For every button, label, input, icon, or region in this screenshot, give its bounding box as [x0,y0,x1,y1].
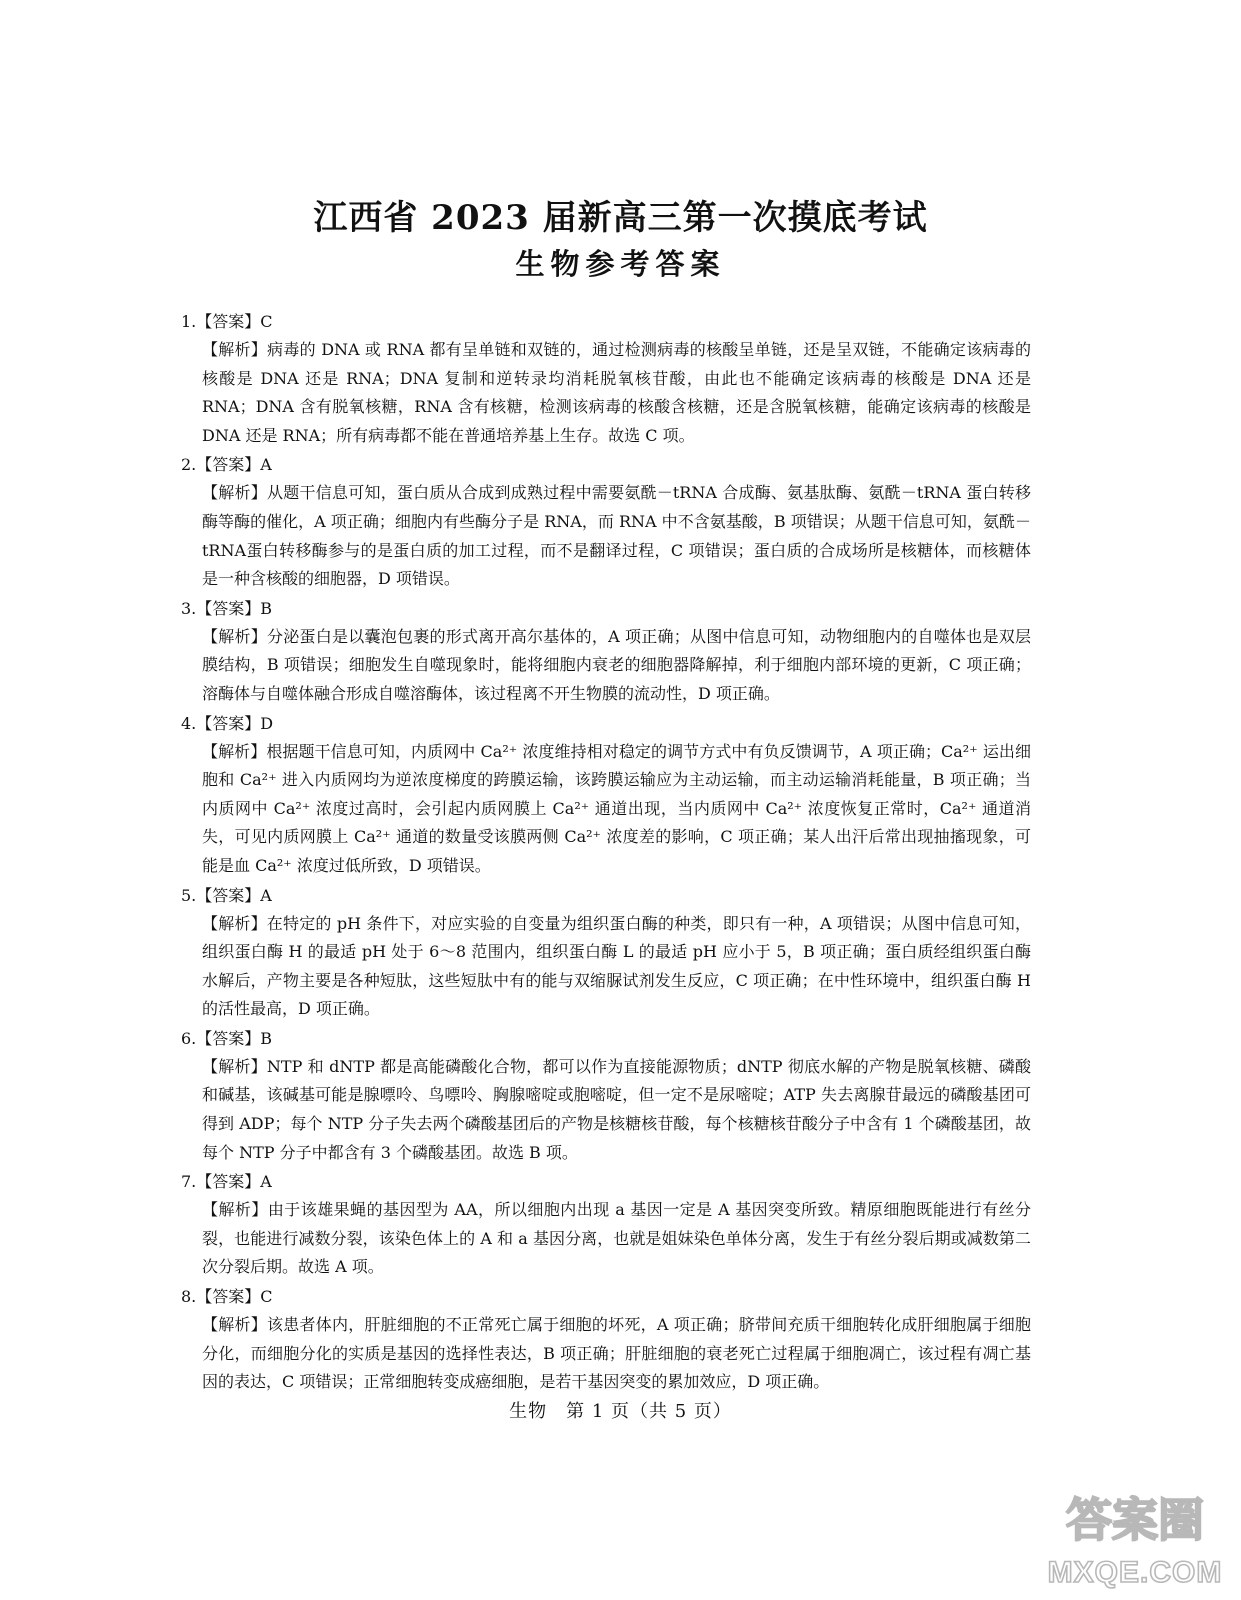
explanation: 【解析】NTP 和 dNTP 都是高能磷酸化合物，都可以作为直接能源物质；dNTP 彻底水解的产物是脱氧核糖、磷酸和碱基，该碱基可能是腺嘌呤、鸟嘌呤、胸腺嘧啶或胞嘧啶，但一定不是尿嘧啶；ATP 失去离腺苷最远的磷酸基团可得到 ADP；每个 NTP 分子失去两个磷酸基团后的产物是核糖核苷酸，每个核糖核苷酸分子中含有 1 个磷酸基团，故每个 NTP 分子中都含有 3 个磷酸基团。故选 B 项。 [202,1056,1031,1162]
question-1 [181,308,1031,450]
page-title: 江西省 2023 届新高三第一次摸底考试 [313,198,928,238]
watermark-logo [1040,1478,1230,1593]
question-5 [181,882,1031,1024]
watermark-site-text: MXQE.COM [1047,1556,1223,1589]
answer-line: 4.【答案】D [181,713,274,733]
answer-line: 8.【答案】C [181,1287,273,1307]
answer-line: 2.【答案】A [181,455,272,475]
page-subtitle: 生物参考答案 [515,247,726,281]
answer-line: 6.【答案】B [181,1028,273,1048]
explanation: 【解析】分泌蛋白是以囊泡包裹的形式离开高尔基体的，A 项正确；从图中信息可知，动物细胞内的自噬体也是双层膜结构，B 项错误；细胞发生自噬现象时，能将细胞内衰老的细胞器降解掉，利于细胞内部环境的更新，C 项正确；溶酶体与自噬体融合形成自噬溶酶体，该过程离不开生物膜的流动性，D 项正确。 [202,626,1031,703]
answer-line: 7.【答案】A [181,1172,272,1192]
explanation: 【解析】在特定的 pH 条件下，对应实验的自变量为组织蛋白酶的种类，即只有一种，A 项错误；从图中信息可知，组织蛋白酶 H 的最适 pH 处于 6～8 范围内，组织蛋白酶 L 的最适 pH 应小于 5，B 项正确；蛋白质经组织蛋白酶水解后，产物主要是各种短肽，这些短肽中有的能与双缩脲试剂发生反应，C 项正确；在中性环境中，组织蛋白酶 H 的活性最高，D 项正确。 [202,913,1031,1019]
answer-line: 1.【答案】C [181,312,273,331]
answer-line: 5.【答案】A [181,885,272,905]
answer-list [181,308,1031,1398]
question-7 [181,1168,1031,1282]
watermark-logo-text: 答案圈 [1066,1493,1204,1547]
question-3 [181,595,1031,709]
explanation: 【解析】该患者体内，肝脏细胞的不正常死亡属于细胞的坏死，A 项正确；脐带间充质干细胞转化成肝细胞属于细胞分化，而细胞分化的实质是基因的选择性表达，B 项正确；肝脏细胞的衰老死亡过程属于细胞凋亡，该过程有凋亡基因的表达，C 项错误；正常细胞转变成癌细胞，是若干基因突变的累加效应，D 项正确。 [202,1315,1031,1392]
question-2 [181,451,1031,593]
explanation: 【解析】根据题干信息可知，内质网中 Ca²⁺ 浓度维持相对稳定的调节方式中有负反馈调节，A 项正确；Ca²⁺ 运出细胞和 Ca²⁺ 进入内质网均为逆浓度梯度的跨膜运输，该跨膜运输应为主动运输，而主动运输消耗能量，B 项正确；当内质网中 Ca²⁺ 浓度过高时，会引起内质网膜上 Ca²⁺ 通道出现，当内质网中 Ca²⁺ 浓度恢复正常时，Ca²⁺ 通道消失，可见内质网膜上 Ca²⁺ 通道的数量受该膜两侧 Ca²⁺ 浓度差的影响，C 项正确；某人出汗后常出现抽搐现象，可能是血 Ca²⁺ 浓度过低所致，D 项错误。 [202,741,1031,875]
question-6 [181,1025,1031,1167]
question-4 [181,710,1031,881]
explanation: 【解析】从题干信息可知，蛋白质从合成到成熟过程中需要氨酰－tRNA 合成酶、氨基肽酶、氨酰－tRNA 蛋白转移酶等酶的催化，A 项正确；细胞内有些酶分子是 RNA，而 RNA 中不含氨基酸，B 项错误；从题干信息可知，氨酰－tRNA蛋白转移酶参与的是蛋白质的加工过程，而不是翻译过程，C 项错误；蛋白质的合成场所是核糖体，而核糖体是一种含核酸的细胞器，D 项错误。 [202,483,1031,589]
page-footer: 生物 第 1 页（共 5 页） [509,1401,732,1422]
question-8 [181,1283,1031,1397]
explanation: 【解析】病毒的 DNA 或 RNA 都有呈单链和双链的，通过检测病毒的核酸呈单链，还是呈双链，不能确定该病毒的核酸是 DNA 还是 RNA；DNA 复制和逆转录均消耗脱氧核苷酸，由此也不能确定该病毒的核酸是 DNA 还是 RNA；DNA 含有脱氧核糖，RNA 含有核糖，检测该病毒的核酸含核糖，还是含脱氧核糖，能确定该病毒的核酸是 DNA 还是 RNA；所有病毒都不能在普通培养基上生存。故选 C 项。 [202,340,1031,445]
answer-line: 3.【答案】B [181,598,273,618]
explanation: 【解析】由于该雄果蝇的基因型为 AA，所以细胞内出现 a 基因一定是 A 基因突变所致。精原细胞既能进行有丝分裂，也能进行减数分裂，该染色体上的 A 和 a 基因分离，也就是姐妹染色单体分离，发生于有丝分裂后期或减数第二次分裂后期。故选 A 项。 [202,1200,1031,1277]
